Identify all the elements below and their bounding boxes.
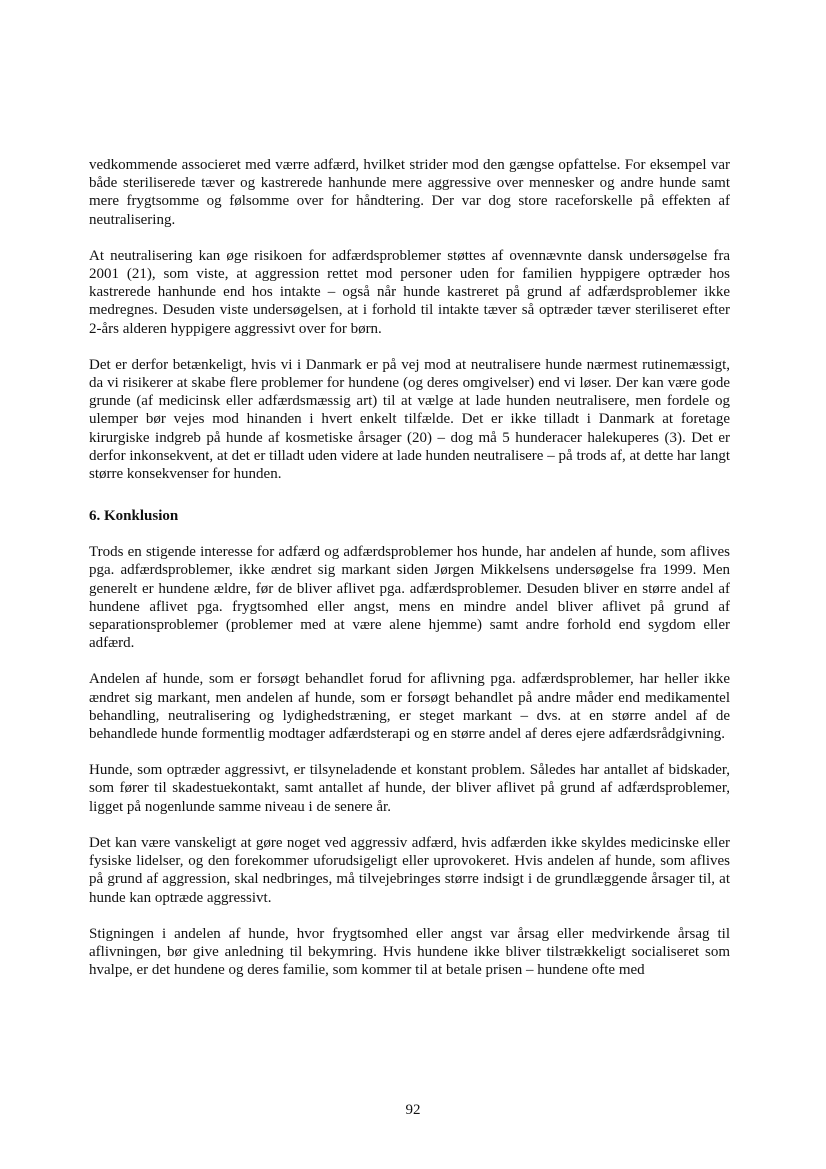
paragraph: Stigningen i andelen af hunde, hvor frygtsomhed eller angst var årsag eller medvirkende årsag til aflivningen, bør give anledning til bekymring. Hvis hundene ikke bliver tilstrækkeligt socialiseret som hvalpe, er det hundene og deres familie, som kommer til at betale prisen – hundene ofte med [89,925,730,979]
document-page [89,156,730,997]
paragraph: Trods en stigende interesse for adfærd og adfærdsproblemer hos hunde, har andelen af hunde, som aflives pga. adfærdsproblemer, ikke ændret sig markant siden Jørgen Mikkelsens undersøgelse fra 1999. Men generelt er hundene ældre, før de bliver aflivet pga. adfærdsproblemer. Desuden bliver en større andel af hundene aflivet pga. frygtsomhed eller angst, mens en mindre andel bliver aflivet på grund af separationsproblemer (problemer med at være alene hjemme) samt andre forhold end sygdom eller adfærd. [89,544,730,652]
page-number: 92 [405,1102,421,1118]
paragraph: Hunde, som optræder aggressivt, er tilsyneladende et konstant problem. Således har antallet af bidskader, som fører til skadestuekontakt, samt antallet af hunde, der bliver aflivet på grund af adfærdsproblemer, ligget på nogenlunde samme niveau i de senere år. [89,762,730,815]
section-heading: 6. Konklusion [89,508,179,525]
paragraph: vedkommende associeret med værre adfærd, hvilket strider mod den gængse opfattelse. For eksempel var både steriliserede tæver og kastrerede hanhunde mere aggressive over mennesker og andre hunde samt mere frygtsomme og følsomme over for håndtering. Der var dog store raceforskelle på effekten af neutralisering. [89,157,730,228]
paragraph: Det kan være vanskeligt at gøre noget ved aggressiv adfærd, hvis adfærden ikke skyldes medicinske eller fysiske lidelser, og den forekommer uforudsigeligt eller uprovokeret. Hvis andelen af hunde, som aflives på grund af aggression, skal nedbringes, må tilvejebringes større indsigt i de grundlæggende årsager til, at hunde kan optræde aggressivt. [89,834,730,906]
paragraph: At neutralisering kan øge risikoen for adfærdsproblemer støttes af ovennævnte dansk undersøgelse fra 2001 (21), som viste, at aggression rettet mod personer uden for familien hyppigere optræder hos kastrerede hanhunde end hos intakte – også når hunde kastreret på grund af adfærdsproblemer ikke medregnes. Desuden viste undersøgelsen, at i forhold til intakte tæver så optræder tæver steriliseret efter 2-års alderen hyppigere aggressivt over for børn. [89,247,730,337]
paragraph: Andelen af hunde, som er forsøgt behandlet forud for aflivning pga. adfærdsproblemer, har heller ikke ændret sig markant, men andelen af hunde, som er forsøgt behandlet på andre måder end medikamentel behandling, neutralisering og lydighedstræning, er steget markant – dvs. at en større andel af de behandlede hunde formentlig modtager adfærdsterapi og en større andel af deres ejere adfærdsrådgivning. [89,671,730,743]
paragraph: Det er derfor betænkeligt, hvis vi i Danmark er på vej mod at neutralisere hunde nærmest rutinemæssigt, da vi risikerer at skabe flere problemer for hundene (og deres omgivelser) end vi løser. Der kan være gode grunde (af medicinsk eller adfærdsmæssig art) til at vælge at lade hunden neutralisere, men fordele og ulemper bør vejes mod hinanden i hvert enkelt tilfælde. Det er ikke tilladt i Danmark at foretage kirurgiske indgreb på hunde af kosmetiske årsager (20) – dog må 5 hunderacer halekuperes (3). Det er derfor inkonsekvent, at det er tilladt uden videre at lade hunden neutralisere – på trods af, at dette har langt større konsekvenser for hunden. [89,356,730,483]
